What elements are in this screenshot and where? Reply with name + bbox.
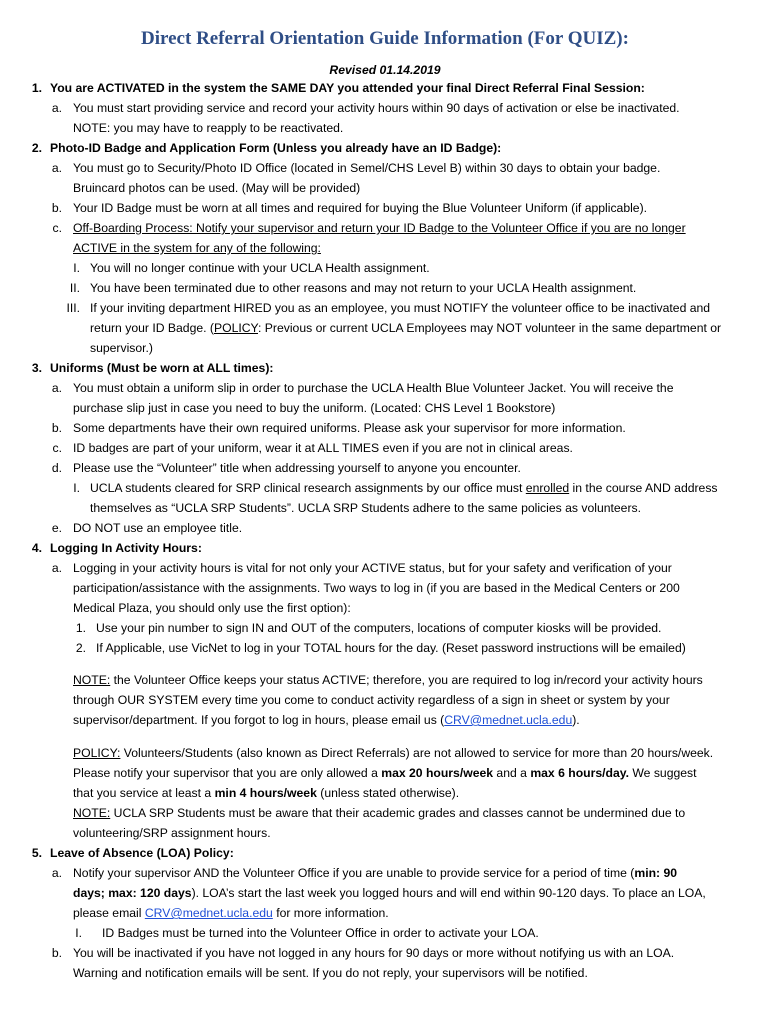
page-title: Direct Referral Orientation Guide Information (For QUIZ): (141, 28, 629, 49)
text-run: in the course AND address (569, 481, 718, 495)
text-run: return your ID Badge. ( (90, 321, 214, 335)
item-text: ID badges are part of your uniform, wear it at ALL TIMES even if you are not in clinical areas. (73, 441, 573, 455)
item-marker: 1. (75, 621, 86, 635)
item-text: Logging in your activity hours is vital for not only your ACTIVE status, but for your safety and verification of your (73, 561, 672, 575)
item-text (73, 885, 706, 901)
section-heading: Uniforms (Must be worn at ALL times): (50, 361, 274, 375)
item-text (73, 905, 389, 921)
item-text (73, 865, 677, 881)
item-text: Please use the “Volunteer” title when addressing yourself to anyone you encounter. (73, 461, 521, 475)
item-marker: I. (75, 926, 82, 940)
item-marker: II. (69, 281, 80, 295)
note-paragraph: volunteering/SRP assignment hours. (73, 826, 271, 840)
text-run: for more information. (272, 906, 389, 920)
item-text: If your inviting department HIRED you as an employee, you must NOTIFY the volunteer office to be inactivated and (90, 301, 711, 315)
policy-paragraph (73, 745, 713, 761)
item-text: You must start providing service and record your activity hours within 90 days of activation or else be inactivated. (73, 101, 680, 115)
text-run: UCLA SRP Students must be aware that their academic grades and classes cannot be undermined due to (110, 806, 686, 820)
item-marker: I. (73, 481, 80, 495)
item-marker: c. (52, 221, 62, 235)
section-heading: Leave of Absence (LOA) Policy: (50, 846, 234, 860)
policy-paragraph (73, 785, 459, 801)
item-text: You have been terminated due to other reasons and may not return to your UCLA Health assignment. (90, 281, 637, 295)
note-paragraph (73, 805, 685, 821)
item-marker: e. (51, 521, 62, 535)
section-number: 3. (31, 361, 42, 375)
text-run: please email (73, 906, 145, 920)
item-marker: b. (51, 946, 62, 960)
item-text: DO NOT use an employee title. (73, 521, 243, 535)
item-marker: a. (51, 161, 62, 175)
item-text: purchase slip just in case you need to buy the uniform. (Located: CHS Level 1 Bookstore) (73, 401, 556, 415)
text-run: Volunteers/Students (also known as Direct Referrals) are not allowed to service for more than 20 hours/week. (120, 746, 714, 760)
section-number: 5. (31, 846, 42, 860)
item-text: If Applicable, use VicNet to log in your TOTAL hours for the day. (Reset password instructions will be emailed) (96, 641, 686, 655)
section-number: 2. (31, 141, 42, 155)
item-text (90, 480, 718, 496)
policy-label: POLICY (213, 321, 258, 335)
text-run: We suggest (628, 766, 697, 780)
note-label: NOTE: (73, 673, 111, 687)
item-text: ACTIVE in the system for any of the following: (73, 241, 321, 255)
item-text: NOTE: you may have to reapply to be reactivated. (73, 121, 344, 135)
section-number: 4. (31, 541, 42, 555)
text-run: UCLA students cleared for SRP clinical research assignments by our office must (90, 481, 526, 495)
text-run: the Volunteer Office keeps your status ACTIVE; therefore, you are required to log in/record your activity hours (110, 673, 703, 687)
item-text (90, 320, 721, 336)
item-text: supervisor.) (90, 341, 153, 355)
text-run: and a (493, 766, 531, 780)
text-run: max 6 hours/day. (530, 766, 629, 780)
item-text: Medical Plaza, you should only use the first option): (73, 601, 351, 615)
text-run: (unless stated otherwise). (316, 786, 460, 800)
text-run: ). (572, 713, 580, 727)
text-run: Please notify your supervisor that you are only allowed a (73, 766, 382, 780)
text-run: Notify your supervisor AND the Volunteer Office if you are unable to provide service for a period of time ( (73, 866, 635, 880)
item-marker: a. (51, 381, 62, 395)
item-text: Some departments have their own required uniforms. Please ask your supervisor for more information. (73, 421, 626, 435)
text-run: enrolled (525, 481, 570, 495)
policy-label: POLICY: (73, 746, 121, 760)
item-text: You must obtain a uniform slip in order to purchase the UCLA Health Blue Volunteer Jacket. You will receive the (73, 381, 674, 395)
text-run: max 20 hours/week (381, 766, 494, 780)
item-text: You will no longer continue with your UCLA Health assignment. (90, 261, 430, 275)
item-text: Your ID Badge must be worn at all times and required for buying the Blue Volunteer Uniform (if applicable). (73, 201, 648, 215)
item-marker: I. (73, 261, 80, 275)
text-run: supervisor/department. If you forgot to log in hours, please email us ( (73, 713, 445, 727)
policy-paragraph (73, 765, 697, 781)
note-label: NOTE: (73, 806, 111, 820)
note-paragraph (73, 672, 703, 688)
section-heading: Photo-ID Badge and Application Form (Unless you already have an ID Badge): (50, 141, 502, 155)
item-text: Off-Boarding Process: Notify your supervisor and return your ID Badge to the Volunteer Office if you are no longer (73, 221, 686, 235)
item-marker: III. (66, 301, 80, 315)
text-run: min 4 hours/week (214, 786, 317, 800)
item-text: Bruincard photos can be used. (May will be provided) (73, 181, 361, 195)
text-run: ). LOA’s start the last week you logged hours and will end within 90-120 days. To place an LOA, (191, 886, 706, 900)
item-text: You must go to Security/Photo ID Office (located in Semel/CHS Level B) within 30 days to obtain your badge. (73, 161, 661, 175)
section-heading: Logging In Activity Hours: (50, 541, 202, 555)
note-paragraph (73, 712, 580, 728)
item-text: Use your pin number to sign IN and OUT of the computers, locations of computer kiosks will be provided. (96, 621, 662, 635)
item-text: ID Badges must be turned into the Volunteer Office in order to activate your LOA. (102, 926, 539, 940)
item-marker: c. (52, 441, 62, 455)
note-paragraph: through OUR SYSTEM every time you come to conduct activity regardless of a sign in sheet or system by your (73, 693, 670, 707)
text-run: that you service at least a (73, 786, 215, 800)
item-marker: b. (51, 421, 62, 435)
item-text: themselves as “UCLA SRP Students”. UCLA SRP Students adhere to the same policies as volunteers. (90, 501, 641, 515)
email-link[interactable]: CRV@mednet.ucla.edu (444, 713, 573, 727)
text-run: : Previous or current UCLA Employees may NOT volunteer in the same department or (258, 321, 722, 335)
item-text: participation/assistance with the assignments. Two ways to log in (if you are based in the Medical Centers or 200 (73, 581, 680, 595)
item-marker: 2. (75, 641, 86, 655)
item-text: You will be inactivated if you have not logged in any hours for 90 days or more without notifying us with an LOA. (73, 946, 675, 960)
item-marker: a. (51, 101, 62, 115)
text-run: min: 90 (634, 866, 678, 880)
item-marker: a. (51, 866, 62, 880)
section-number: 1. (31, 81, 42, 95)
revised-date: Revised 01.14.2019 (329, 63, 441, 77)
item-marker: d. (51, 461, 62, 475)
section-heading: You are ACTIVATED in the system the SAME DAY you attended your final Direct Referral Final Session: (50, 81, 645, 95)
text-run: days; max: 120 days (73, 886, 192, 900)
item-marker: a. (51, 561, 62, 575)
email-link[interactable]: CRV@mednet.ucla.edu (144, 906, 273, 920)
item-marker: b. (51, 201, 62, 215)
item-text: Warning and notification emails will be sent. If you do not reply, your supervisors will be notified. (73, 966, 588, 980)
